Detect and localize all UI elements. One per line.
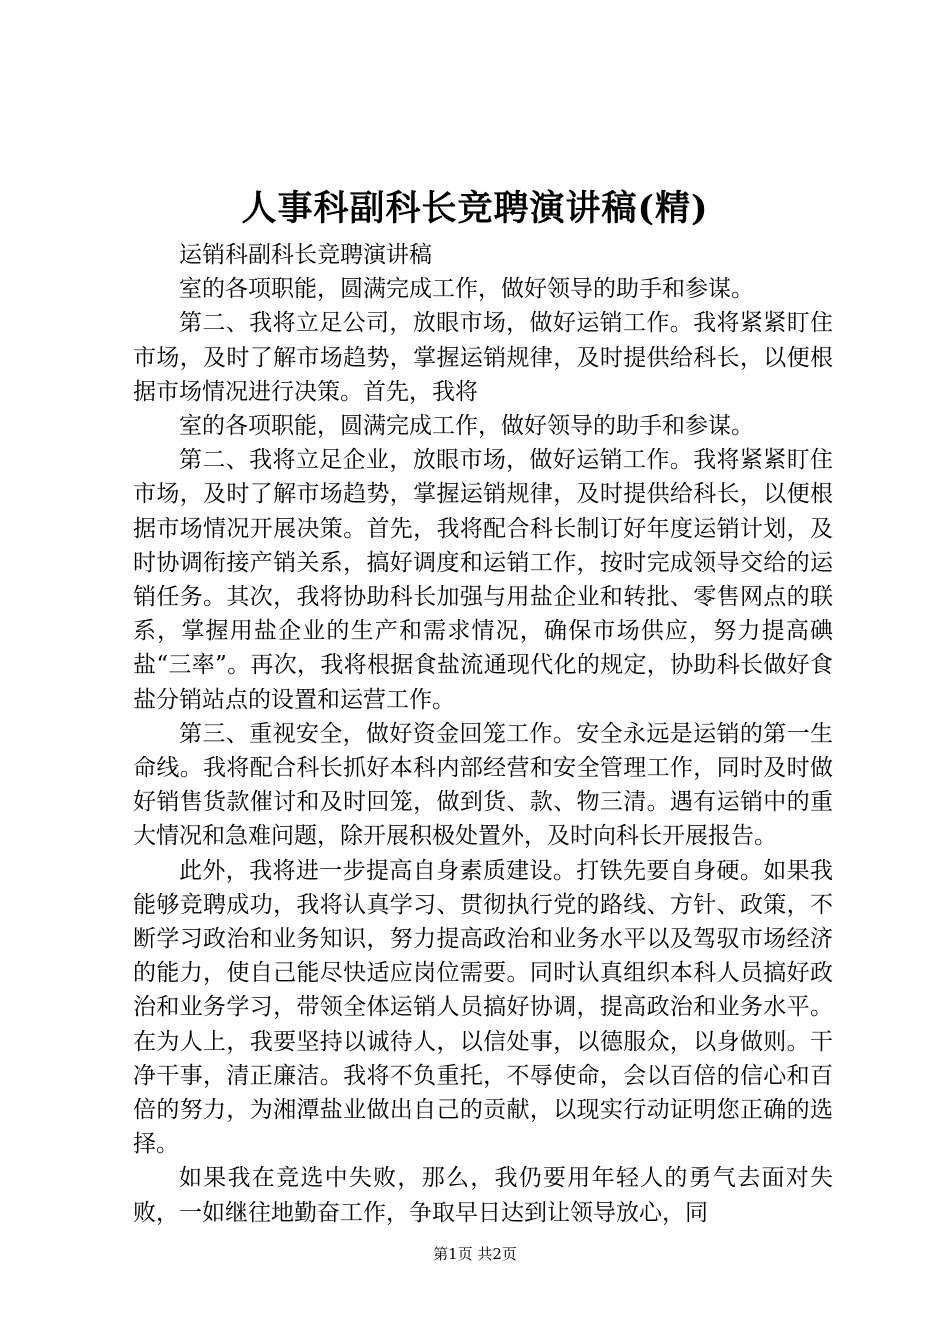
paragraph: 第三、重视安全，做好资金回笼工作。安全永远是运销的第一生命线。我将配合科长抓好本科内部经营和安全管理工作，同时及时做好销售货款催讨和及时回笼，做到货、款、物三清。遇有运销中的重大情况和急难问题，除开展积极处置外，及时向科长开展报告。 [133,720,833,850]
paragraph: 第二、我将立足公司，放眼市场，做好运销工作。我将紧紧盯住市场，及时了解市场趋势，掌握运销规律，及时提供给科长，以便根据市场情况进行决策。首先，我将 [133,310,833,405]
paragraph: 室的各项职能，圆满完成工作，做好领导的助手和参谋。 [179,276,754,303]
paragraph: 此外，我将进一步提高自身素质建设。打铁先要自身硬。如果我能够竞聘成功，我将认真学习、贯彻执行党的路线、方针、政策，不断学习政治和业务知识，努力提高政治和业务水平以及驾驭市场经济的能力，使自己能尽快适应岗位需要。同时认真组织本科人员搞好政治和业务学习，带领全体运销人员搞好协调，提高政治和业务水平。在为人上，我要坚持以诚待人，以信处事，以德服众，以身做则。干净干事，清正廉洁。我将不负重托，不辱使命，会以百倍的信心和百倍的努力，为湘潭盐业做出自己的贡献，以现实行动证明您正确的选择。 [133,857,833,1158]
paragraph: 第二、我将立足企业，放眼市场，做好运销工作。我将紧紧盯住市场，及时了解市场趋势，掌握运销规律，及时提供给科长，以便根据市场情况开展决策。首先，我将配合科长制订好年度运销计划，及时协调衔接产销关系，搞好调度和运销工作，按时完成领导交给的运销任务。其次，我将协助科长加强与用盐企业和转批、零售网点的联系，掌握用盐企业的生产和需求情况，确保市场供应，努力提高碘盐“三率”。再次，我将根据食盐流通现代化的规定，协助科长做好食盐分销站点的设置和运营工作。 [133,447,833,713]
document-title: 人事科副科长竞聘演讲稿(精) [241,188,709,229]
paragraph: 如果我在竞选中失败，那么，我仍要用年轻人的勇气去面对失败，一如继往地勤奋工作，争取早日达到让领导放心，同 [133,1165,833,1226]
paragraph: 室的各项职能，圆满完成工作，做好领导的助手和参谋。 [179,413,754,440]
document-body [133,238,833,1230]
paragraph-subtitle: 运销科副科长竞聘演讲稿 [179,242,432,268]
page-number-footer: 第1页 共2页 [433,1245,517,1263]
